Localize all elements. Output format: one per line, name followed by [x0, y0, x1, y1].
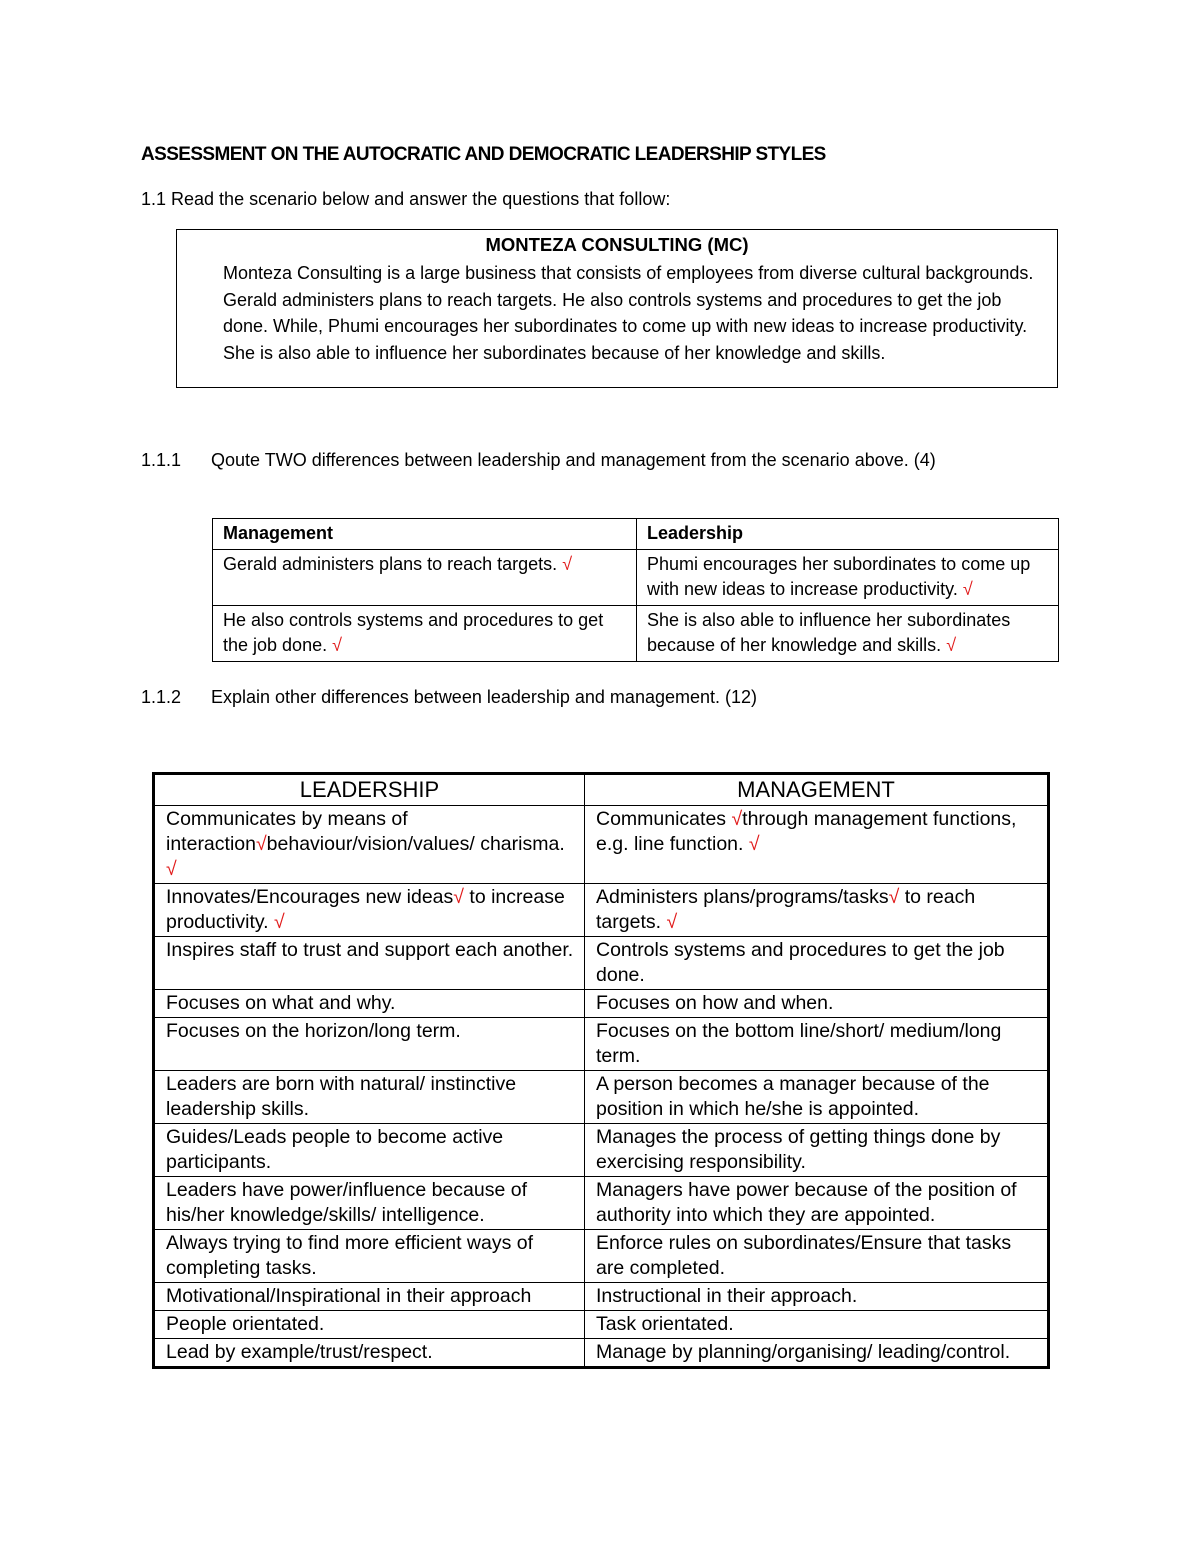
cell-text: to reach targets.	[596, 886, 976, 933]
question-number: 1.1.2	[141, 687, 182, 707]
cell-text: He also controls systems and procedures to get the job done.	[223, 610, 604, 655]
tick-mark: √	[166, 858, 177, 880]
table-header-row	[154, 774, 1049, 806]
tick-mark: √	[332, 635, 342, 655]
table-row	[213, 550, 1059, 606]
table-row	[154, 1124, 1049, 1177]
table-cell	[213, 606, 637, 662]
table-cell: Lead by example/trust/respect.	[154, 1339, 585, 1368]
table-cell	[637, 550, 1059, 606]
table-row	[154, 1177, 1049, 1230]
tick-mark: √	[666, 911, 678, 933]
cell-text: She is also able to influence her subordinates because of her knowledge and skills.	[647, 610, 1011, 655]
cell-text: behaviour/vision/values/ charisma.	[266, 833, 565, 855]
tick-mark: √	[748, 833, 760, 855]
cell-text: through management functions, e.g. line function.	[596, 808, 1017, 855]
table-cell: Focuses on the horizon/long term.	[154, 1018, 585, 1071]
table-row	[154, 1339, 1049, 1368]
table-cell: Manages the process of getting things done by exercising responsibility.	[585, 1124, 1049, 1177]
table-row	[154, 884, 1049, 937]
table-row	[154, 1018, 1049, 1071]
table-cell	[154, 884, 585, 937]
scenario-box	[176, 229, 1058, 388]
table-cell: Focuses on what and why.	[154, 990, 585, 1018]
table-cell	[585, 806, 1049, 884]
table-cell: Task orientated.	[585, 1311, 1049, 1339]
table-header-row	[213, 519, 1059, 550]
table-cell: Leaders have power/influence because of his/her knowledge/skills/ intelligence.	[154, 1177, 585, 1230]
question-1-1-1	[141, 450, 936, 471]
question-text: Qoute TWO differences between leadership and management from the scenario above. (4)	[211, 450, 936, 470]
leadership-management-table	[152, 772, 1050, 1369]
table-cell	[213, 550, 637, 606]
table-cell: Guides/Leads people to become active participants.	[154, 1124, 585, 1177]
table-row	[154, 990, 1049, 1018]
table-cell: Always trying to find more efficient ways of completing tasks.	[154, 1230, 585, 1283]
tick-mark: √	[888, 886, 900, 908]
table-cell: Leaders are born with natural/ instinctive leadership skills.	[154, 1071, 585, 1124]
instruction-text: 1.1 Read the scenario below and answer the questions that follow:	[141, 189, 671, 209]
question-1-1-2	[141, 687, 757, 708]
table-row	[154, 806, 1049, 884]
table-row	[154, 937, 1049, 990]
cell-text: to increase productivity.	[166, 886, 565, 933]
column-header-management: Management	[213, 519, 637, 550]
table-row	[213, 606, 1059, 662]
cell-text: Communicates	[596, 808, 732, 830]
table-cell: Focuses on the bottom line/short/ medium/long term.	[585, 1018, 1049, 1071]
table-cell: Inspires staff to trust and support each another.	[154, 937, 585, 990]
table-cell: Managers have power because of the position of authority into which they are appointed.	[585, 1177, 1049, 1230]
table-cell: Manage by planning/organising/ leading/control.	[585, 1339, 1049, 1368]
table-cell: Enforce rules on subordinates/Ensure that tasks are completed.	[585, 1230, 1049, 1283]
document-title: ASSESSMENT ON THE AUTOCRATIC AND DEMOCRATIC LEADERSHIP STYLES	[141, 144, 826, 165]
tick-mark: √	[731, 808, 743, 830]
table-cell: Instructional in their approach.	[585, 1283, 1049, 1311]
quote-differences-table	[212, 518, 1059, 662]
scenario-heading: MONTEZA CONSULTING (MC)	[485, 234, 749, 255]
tick-mark: √	[453, 886, 464, 908]
table-row	[154, 1311, 1049, 1339]
cell-text: Gerald administers plans to reach targets.	[223, 554, 558, 574]
table-row	[154, 1283, 1049, 1311]
tick-mark: √	[255, 833, 267, 855]
column-header-management: MANAGEMENT	[585, 774, 1049, 806]
question-text: Explain other differences between leadership and management. (12)	[211, 687, 758, 707]
table-row	[154, 1071, 1049, 1124]
table-cell: People orientated.	[154, 1311, 585, 1339]
table-cell	[154, 806, 585, 884]
table-cell: A person becomes a manager because of the position in which he/she is appointed.	[585, 1071, 1049, 1124]
table-cell	[637, 606, 1059, 662]
cell-text: Innovates/Encourages new ideas	[166, 886, 454, 908]
column-header-leadership: LEADERSHIP	[154, 774, 585, 806]
table-cell: Motivational/Inspirational in their approach	[154, 1283, 585, 1311]
cell-text: Administers plans/programs/tasks	[596, 886, 889, 908]
tick-mark: √	[274, 911, 285, 933]
table-cell: Controls systems and procedures to get the job done.	[585, 937, 1049, 990]
tick-mark: √	[962, 579, 973, 599]
table-row	[154, 1230, 1049, 1283]
table-cell: Focuses on how and when.	[585, 990, 1049, 1018]
tick-mark: √	[946, 635, 957, 655]
cell-text: Communicates by means of interaction	[166, 808, 408, 855]
table-cell	[585, 884, 1049, 937]
question-number: 1.1.1	[141, 450, 182, 470]
column-header-leadership: Leadership	[637, 519, 1059, 550]
tick-mark: √	[562, 554, 573, 574]
scenario-text: Monteza Consulting is a large business that consists of employees from diverse cultural backgrounds. Gerald administers plans to reach targets. He also controls systems and procedures to get the job done. While, Phumi encourages her subordinates to come up with new ideas to increase productivity. She is also able to influence her subordinates because of her knowledge and skills.	[223, 263, 1034, 363]
cell-text: Phumi encourages her subordinates to come up with new ideas to increase productivity.	[647, 554, 1031, 599]
